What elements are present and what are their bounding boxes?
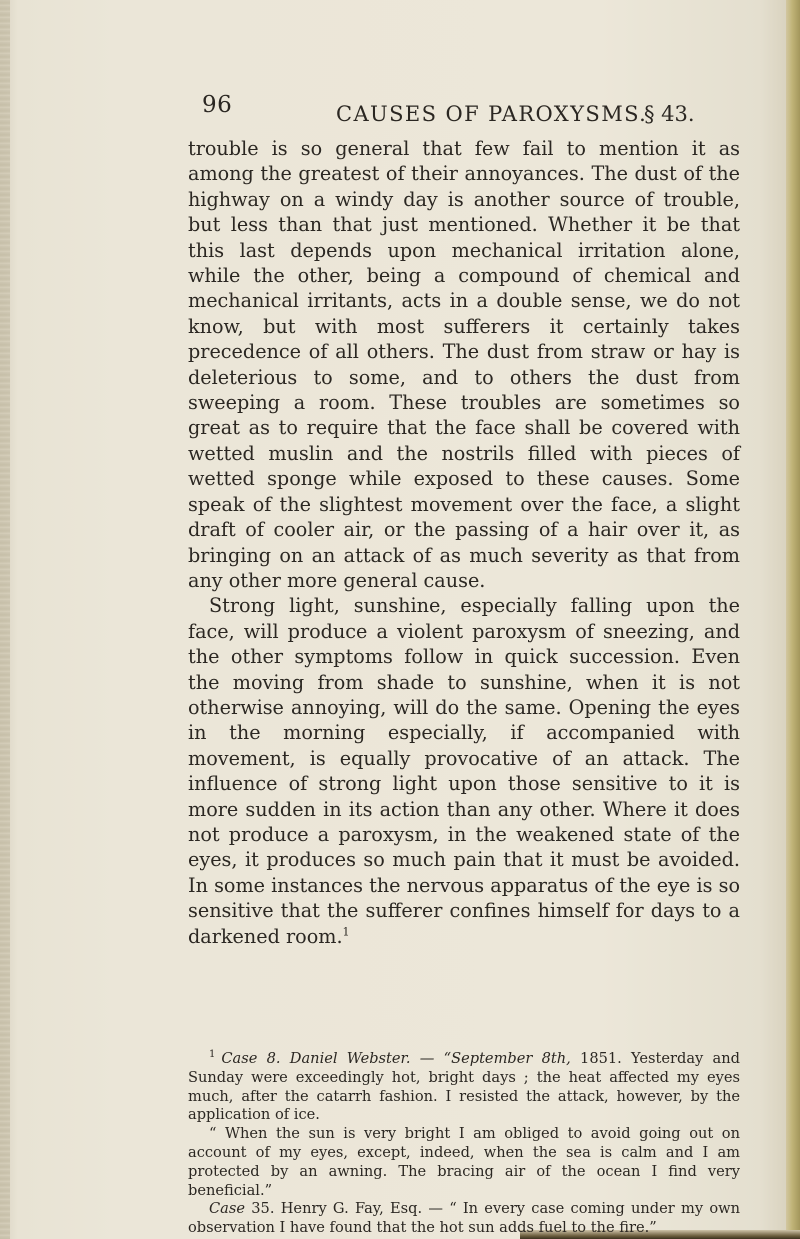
footnotes xyxy=(188,1050,740,1238)
paragraph-2 xyxy=(188,593,740,949)
running-head: CAUSES OF PAROXYSMS. xyxy=(336,102,648,126)
case-35-label: Case xyxy=(209,1200,245,1218)
footnote-marker: 1 xyxy=(209,1049,216,1061)
paragraph-1 xyxy=(188,136,740,593)
page-binding-edge xyxy=(0,0,10,1239)
footnote-case-35 xyxy=(188,1200,740,1238)
case-8-text: 1851. Yesterday and Sunday were exceedingly hot, bright days ; the heat affected my eyes much, after the catarrh fashion. I resisted the attack, however, by the application of ice. xyxy=(188,1050,740,1124)
footnote-case-8 xyxy=(188,1050,740,1125)
paragraph-1-text: trouble is so general that few fail to mention it as among the greatest of their annoyances. The dust of the highway on a windy day is another source of trouble, but less than that just mentioned. Whether it be that this last depends upon mechanical irritation alone, while the other, being a compound of chemical and mechanical irritants, acts in a double sense, we do not know, but with most sufferers it certainly takes precedence of all others. The dust from straw or hay is deleterious to some, and to others the dust from sweeping a room. These troubles are sometimes so great as to require that the face shall be covered with wetted muslin and the nostrils filled with pieces of wetted sponge while exposed to these causes. Some speak of the slightest movement over the face, a slight draft of cooler air, or the passing of a hair over it, as bringing on an attack of as much severity as that from any other more general cause. xyxy=(188,137,740,592)
case-8-label: Case 8. Daniel Webster. — “ xyxy=(221,1050,452,1067)
case-8-quote: “ When the sun is very bright I am obliged to avoid going out on account of my eyes, except, indeed, when the sea is calm and I am protected by an awning. The bracing air of the ocean I find very beneficial.” xyxy=(188,1125,740,1199)
footnote-reference: 1 xyxy=(342,925,350,939)
footnote-case-8-quote xyxy=(188,1125,740,1200)
body-text xyxy=(188,136,740,949)
page-number: 96 xyxy=(202,92,233,118)
page-header xyxy=(0,92,800,132)
case-8-date: September 8th, xyxy=(451,1050,571,1067)
case-35-text: 35. Henry G. Fay, Esq. — “ In every case coming under my own observation I have found that the hot sun adds fuel to the fire.” xyxy=(188,1200,740,1237)
paragraph-2-text: Strong light, sunshine, especially falling upon the face, will produce a violent paroxysm of sneezing, and the other symptoms follow in quick succession. Even the moving from shade to sunshine, when it is not otherwise annoying, will do the same. Opening the eyes in the morning especially, if accompanied with movement, is equally provocative of an attack. The influence of strong light upon those sensitive to it is more sudden in its action than any other. Where it does not produce a paroxysm, in the weakened state of the eyes, it produces so much pain that it must be avoided. In some instances the nervous apparatus of the eye is so sensitive that the sufferer confines himself for days to a darkened room. xyxy=(188,594,740,948)
section-number: § 43. xyxy=(644,102,695,126)
page-right-edge xyxy=(786,0,800,1239)
